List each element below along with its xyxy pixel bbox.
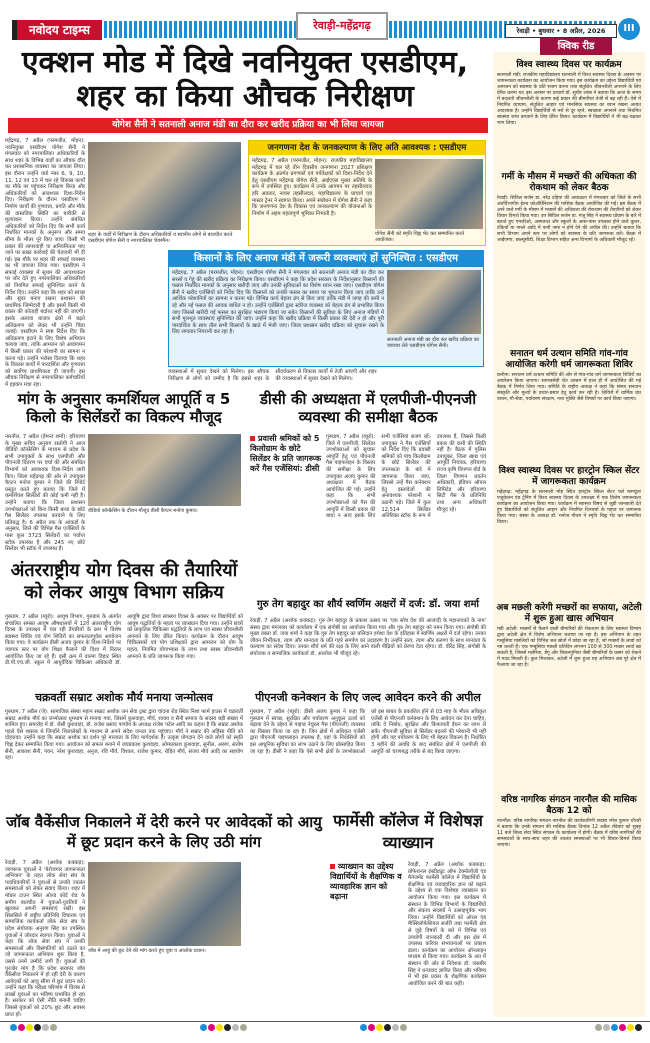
- mandi-article: [168, 250, 484, 367]
- jobs-photo: [88, 862, 241, 946]
- ashoka-body: गुरुग्राम, 7 अप्रैल (जे): सामाजिक संस्था महान सम्राट अशोक जन सेवा ट्रस्ट द्वारा चांदना रोड स्थित निशा फार्म हाउस में चक्रवर्ती सम्राट अशोक मौर्य का जन्मोत्सव धूमधाम से मनाया गया, जिसमें कुशवाहा, मौर्य, शाक्य व सैनी समाज के सदस्य बड़ी संख्या में शामिल हुए। समारोह में डॉ. जेसी कुशवाहा, डॉ. राजेश प्रसाद पाण्डेय के अध्यक्ष राजेश पटेल आदि का कहना है कि सम्राट अशोक पहले ऐसे शासक थे जिन्होंने शिलालेखों के माध्यम से अपने संदेश जनता तक पहुंचाए। मौर्य ने सम्राट की अहिंसा नीति को दोहराया। उन्होंने कहा कि सम्राट अशोक का दर्शन पूरे मानवता के लिए मार्गदर्शक है। उत्कृष्ट योगदान देने वाले लोगों को स्मृति चिह्न देकर सम्मानित किया गया। आयोजन को सफल बनाने में जयप्रकाश कुशवाहा, ओमप्रकाश कुशवाहा, सुनील, अरुण, संतोष सैनी, आकाश सैनी, पवन, नरेश कुशवाहा, अनुज, रवि मौर्य, विशाल, राजेश कुमार, रोहित मौर्य, संजय मौर्य आदि का सहयोग रहा।: [5, 709, 243, 762]
- png-headline: पीएनजी कनेक्शन के लिए जल्द आवेदन करने की अपील: [255, 691, 481, 704]
- mandi-photo-caption: सतनाली अनाज मंडी का दौरा कर खरीद प्रक्रिया का जायजा लेते एसडीएम योगेश सैनी।: [387, 337, 479, 349]
- census-article: [248, 140, 486, 246]
- census-photo: [375, 159, 483, 229]
- jobs-body: रेवाड़ी, 7 अप्रैल (अशोक कक्कड़): जागरूक युवाओं ने 'बेरोजगार जागरूकता अभियान' के तहत लोक सेवा संघ के पदाधिकारियों ने युवाओं से उनकी ज्वलंत समस्याओं को लेकर संवाद किया। शहर में मॉडल टाउन स्थित ओल्ड कोर्ट रोड के समीप बातचीत में युवाओं-युवतियों ने खुलकर अपनी समस्याएं रखीं। इस सिलसिले में राष्ट्रीय प्रतिनिधि विचारक एवं सामाजिक कार्यकर्ता लोक सेवा संघ के प्रदेश संयोजक अनुराग सिंह का उपस्थित युवाओं ने जोरदार स्वागत किया। युवाओं ने कहा कि लोक सेवा संघ ने उनकी समस्याओं और विसंगतियों को उठाने का जो जागरूकता अभियान शुरू किया है, उससे उनमें उम्मीदें जगी हैं। युवाओं की पुरजोर मांग है कि प्रदेश सरकार जॉब वैकेंसीज निकालने में हो रही देरी के कारण आवेदकों को आयु सीमा में छूट प्रदान करे। उन्होंने कहा कि परीक्षा परिणाम में विलंब से लाखों युवाओं का भविष्य प्रभावित हो रहा है। सरकार को ऐसी नीति बनानी चाहिए जिससे युवाओं को 20% छूट और अवसर प्राप्त हों।: [5, 860, 85, 1018]
- quick-read-body: रेवाड़ी: सिविल सर्जन डा. नरेंद्र दहिया की अध्यक्षता में मंगलवार को जिले के सभी अंतर्विभागीय हेल्थ कोऑर्डिनेशन की मासिक बैठक आयोजित की गई। इस बैठक में आने वाले गर्मी के मौसम में मच्छरों की अधिकता की रोकथाम की तैयारियों को लेकर विचार विमर्श किया गया। उप सिविल सर्जन डा. मंजू सिंह ने स्वास्थ्य प्रोग्राम के बारे में बताते हुए एनजीओ, अस्पताल और स्कूलों के आस-पास उपलब्ध होने वाले कूलर, टंकियों या गमले आदि में पानी जमा न होने देने की अपील की। उन्होंने बताया कि सभी विभाग अपने स्तर पर लोगों को स्वास्थ्य के प्रति जागरूक करें। बैठक में आईएमए, डब्ल्यूसीडी, शिक्षा विभाग सहित अन्य विभागों के अधिकारी मौजूद रहे।: [497, 196, 641, 243]
- masthead-logo: नवोदय टाइम्स: [12, 20, 102, 40]
- guru-body: रेवाड़ी, 7 अप्रैल (अशोक कक्कड़): गुरु तेग बहादुर के प्रकाश उत्सव पर 'एक सोच देश की आजादी के महानायकों के नाम' संस्था द्वारा मंगलवार को कार्यालय में एक संगोष्ठी का आयोजन किया गया और गुरु तेग बहादुर को नमन किया गया। संगोष्ठी की मुख्य वक्ता डॉ. जया शर्मा ने कहा कि गुरु तेग बहादुर का बलिदान हमेशा देश के इतिहास में स्वर्णिम अक्षरों में दर्ज रहेगा। उनका जीवन निर्भीकता, त्याग और मानवता के प्रति गहरे समर्पण का उदाहरण है। उन्होंने सत्य, त्याग और करुणा के साथ मानवता के कल्याण का संदेश दिया। उनका शौर्य धर्म की रक्षा के लिए आने वाली पीढ़ियों को प्रेरणा देता रहेगा। डॉ. वीरेंद्र सिंह, संगोष्ठी के संयोजक व सामाजिक कार्यकर्ता डॉ. आलोक भी मौजूद रहे।: [250, 618, 486, 657]
- quick-read-body: कनीना: सनातन धर्म उत्थान समिति की ओर से गांव-गांव धर्म जागरूकता शिविरों का आयोजन किया जाएगा। समाजसेवी चेत आश्रम में हाल ही में आयोजित की गई बैठक में निर्णय लिया गया। समिति के राष्ट्रीय अध्यक्ष ने कहा कि संस्था सनातन संस्कृति और मूल्यों के प्रचार-प्रसार हेतु कार्य कर रही है। शिविरों में धार्मिक ग्रंथ वाचन, गौ-सेवा, पर्यावरण संरक्षण, नशा मुक्ति जैसे विषयों पर कार्य किया जाएगा।: [497, 373, 641, 402]
- color-registration-marks: [360, 1024, 407, 1031]
- page-number: III: [618, 18, 640, 40]
- color-registration-marks: [10, 1024, 57, 1031]
- census-headline: जनगणना देश के जनकल्याण के लिए अति आवश्यक : एसडीएम: [249, 141, 485, 155]
- lead-photo: [88, 142, 241, 230]
- dc-review-headline: डीसी की अध्यक्षता में एलपीजी-पीएनजी व्यवस्था की समीक्षा बैठक: [259, 390, 477, 426]
- lead-body: महेंद्रगढ़, 7 अप्रैल (परमजीत, मोहन): नवनियुक्त एसडीएम योगेश सैनी ने मंगलवार को नगरपालिका अधिकारियों के साथ शहर के विभिन्न वार्डों का औचक दौरा कर प्रशासनिक व्यवस्था का जायजा लिया। इस दौरान उन्होंने वार्ड नंबर 6, 9, 10, 11, 12 एवं 13 में चल रहे विकास कार्यों का मौके पर पहुंचकर निरीक्षण किया और अधिकारियों को आवश्यक दिशा-निर्देश दिए। निरीक्षण के दौरान एसडीएम ने निर्माण कार्यों की गुणवत्ता, प्रगति और मौके की वास्तविक स्थिति का बारीकी से मूल्यांकन किया। उन्होंने संबंधित अधिकारियों को निर्देश दिए कि सभी कार्य निर्धारित मानकों के अनुरूप और समय सीमा के भीतर पूरे किए जाएं। किसी भी प्रकार की लापरवाही या अनियमितता पाए जाने पर सख्त कार्रवाई की चेतावनी भी दी गई। इस मौके पर शहर की सफाई व्यवस्था का भी जायजा लिया गया। एसडीएम ने सफाई व्यवस्था में सुधार की आवश्यकता पर जोर देते हुए नगरपालिका अधिकारियों को नियमित सफाई सुनिश्चित करने के निर्देश दिए। उन्होंने कहा कि शहर को स्वच्छ और सुंदर बनाए रखना प्रशासन की प्राथमिक जिम्मेदारी है और इसमें किसी भी प्रकार की कोताही बर्दाश्त नहीं की जाएगी। इसके अलावा बाजार क्षेत्रों में बढ़ते अतिक्रमण को लेकर भी उन्होंने चिंता जताई। एसडीएम ने स्पष्ट निर्देश दिए कि अतिक्रमण हटाने के लिए विशेष अभियान चलाया जाए, ताकि आमजन को आवागमन में किसी प्रकार की परेशानी का सामना न करना पड़े। उन्होंने भरोसा दिलाया कि शहर के विकास कार्यों में पारदर्शिता और गुणवत्ता को सर्वोच्च प्राथमिकता दी जाएगी। इस औचक निरीक्षण से नगरपालिका कर्मचारियों में हड़कंप मचा रहा।: [5, 138, 85, 388]
- dc-review-bullet: प्रवासी श्रमिकों को 5 किलोग्राम के छोटे सिलेंडर के प्रति जागरूक करें गैस एजेंसियां: डीसी: [250, 434, 322, 473]
- ashoka-headline: चक्रवर्ती सम्राट अशोक मौर्य मनाया जन्मोत्सव: [35, 691, 213, 704]
- quick-read-headline: विश्व स्वास्थ्य दिवस पर हारट्रोन स्किल सेंटर में जागरूकता कार्यक्रम: [498, 466, 640, 487]
- lead-subhead: योगेश सैनी ने सतनाली अनाज मंडी का दौरा कर खरीद प्रक्रिया का भी लिया जायजा: [8, 118, 488, 133]
- cylinder-body: नारनौल, 7 अप्रैल (हेमन्त शर्मा): हरियाणा के मुख्य सचिव अनुराग रस्तोगी ने आज वीडियो कॉन्फ्रेंसिंग के माध्यम से प्रदेश के सभी उपायुक्तों के साथ एलपीजी और पीएनजी वितरण पर चर्चा की और संबंधित विभागों को आवश्यक दिशा-निर्देश जारी किए। जिला महेंद्रगढ़ की ओर से उपायुक्त कैप्टन मनोज कुमार ने जिले की रिपोर्ट प्रस्तुत करते हुए बताया कि जिले में कमर्शियल सिलेंडरों की कोई कमी नहीं है। उन्होंने बताया कि जिला प्रशासन उपभोक्ताओं को बिना किसी बाधा के छोटे गैस सिलेंडर उपलब्ध करवाने के लिए प्रतिबद्ध है। 6 अप्रैल तक के आंकड़ों के अनुसार, जिले की विभिन्न गैस एजेंसियों के पास कुल 3723 सिलेंडरों का पर्याप्त स्टॉक उपलब्ध है और 245 नए छोटे सिलेंडर भी स्टॉक में उपलब्ध हैं।: [5, 434, 85, 553]
- mandi-headline: किसानों के लिए अनाज मंडी में जरूरी व्यवस्थाएं हों सुनिश्चित : एसडीएम: [169, 251, 483, 267]
- jobs-headline: जॉब वैकेंसीज निकालने में देरी करने पर आवेदकों को आयु में छूट प्रदान करने के लिए उठी मांग: [6, 813, 322, 851]
- quick-read-headline: गर्मी के मौसम में मच्छरों की अधिकता की रोकथाम को लेकर बैठक: [501, 172, 637, 193]
- pharmacy-headline: फार्मेसी कॉलेज में विशेषज्ञ व्याख्यान: [333, 811, 483, 852]
- quick-read-headline: अब मछली करेगी मच्छरों का सफाया, अटेली में शुरू हुआ खास अभियान: [496, 603, 642, 624]
- quick-read-headline: वरिष्ठ नागरिक संगठन नारनौल की मासिक बैठक 12 को: [501, 795, 637, 816]
- quick-read-body: सतनाली मंडी: राजकीय महाविद्यालय सतनाली में विश्व स्वास्थ्य दिवस के अवसर पर जागरूकता कार्यक्रम का आयोजन किया गया। इस कार्यक्रम का उद्देश्य विद्यार्थियों एवं आमजन को स्वास्थ्य के प्रति सजग करना तथा संतुलित जीवनशैली अपनाने के लिए प्रेरित करना था। इस अवसर पर प्राचार्य डॉ. सुधीर लांबा ने बताया कि आज के समय में बदलती जीवनशैली के कारण कई प्रकार की बीमारियां तेजी से बढ़ रही हैं। ऐसे में नियमित व्यायाम, संतुलित आहार एवं मानसिक स्वास्थ्य का ध्यान रखना अत्यंत आवश्यक है। उन्होंने विद्यार्थियों से नशे से दूर रहने, स्वच्छता अपनाने तथा नियमित स्वास्थ्य जांच करवाने के लिए प्रेरित किया। कार्यक्रम में विद्यार्थियों ने भी बढ़-चढ़कर भाग लिया।: [497, 73, 641, 126]
- quick-read-body: मंडी अटेली: मच्छरों से फैलने वाली बीमारियों की रोकथाम के लिए स्वास्थ्य विभाग द्वारा अटेली क्षेत्र में विशेष अभियान चलाया जा रहा है। इस अभियान के तहत गम्बूसिया मछलियों को विभिन्न जल स्रोतों में छोड़ा जा रहा है, जो मच्छरों के लार्वा को नष्ट करती हैं। एक गम्बूसिया मछली प्रतिदिन लगभग 100 से 300 मच्छर लार्वा खा सकती है, जिससे मलेरिया, डेंगू और चिकनगुनिया जैसी बीमारियों के प्रसार को रोकने में मदद मिलती है। कुल मिलाकर, अटेली में शुरू हुआ यह अभियान अब पूरे क्षेत्र में फैलाया जा रहा है।: [497, 627, 641, 668]
- guru-headline: गुरु तेग बहादुर का शौर्य स्वर्णिम अक्षरों में दर्ज: डॉ. जया शर्मा: [256, 599, 480, 610]
- color-registration-marks: [200, 1024, 247, 1031]
- cylinder-photo-caption: वीडियो कॉन्फ्रेंसिंग के दौरान मौजूद डीसी कैप्टन मनोज कुमार।: [88, 508, 198, 514]
- mandi-tail: व्यवस्थाओं में सुधार देखने को मिलेगा। इस औचक निरीक्षण से लोगों को उम्मीद है कि इससे शहर के सौंदर्यकरण से विकास कार्यों में तेजी आएगी और शहर की व्यवस्थाओं में सुधार देखने को मिलेगा।: [168, 369, 377, 382]
- quick-read-body: नारनौल: वरिष्ठ नागरिक संगठन नारनौल की कार्यकारिणी सदस्य रमेश कुमार चौधरी ने बताया कि उनके संगठन की मासिक बैठक दिनांक 12 अप्रैल रविवार को सुबह 11 बजे जिला सेवा स्थित संगठन के कार्यालय में होगी। बैठक में वरिष्ठ नागरिकों की समस्याओं के साथ-साथ शहर की ज्वलंत समस्याओं पर भी विचार-विमर्श किया जाएगा।: [497, 819, 641, 848]
- lead-headline: एक्शन मोड में दिखे नवनियुक्त एसडीएम, शहर का किया औचक निरीक्षण: [21, 45, 469, 114]
- mandi-body: महेंद्रगढ़, 7 अप्रैल (परमजीत, मोहन): एसडीएम योगेश सैनी ने मंगलवार को सतनाली अनाज मंडी का दौरा कर सरसों व गेहूं की खरीद प्रक्रिया का निरीक्षण किया। एसडीएम ने कहा कि प्रदेश सरकार के निर्देशानुसार किसानों की फसल निर्धारित मानकों के अनुसार खरीदी जाए और उनकी सुविधाओं का विशेष ध्यान रखा जाए। एसडीएम योगेश सैनी ने खरीद एजेंसियों को निर्देश दिए कि किसानों को उनकी फसल का समय पर भुगतान किया जाए ताकि उन्हें आर्थिक परेशानियों का सामना न करना पड़े। विभिन्न कार्य बेहतर ढंग से किए जाएं ताकि मंडी में जगह की कमी न रहे और नई फसल की आवक बाधित न हो। उन्होंने एजेंसियों द्वारा स्टोरेज व्यवस्था को बेहतर ढंग से प्रभावित किया जाए जिससे खरीदी गई फसल का सुरक्षित भंडारण किया जा सके। किसानों की सुविधा के लिए अनाज मंडियों में सभी मूलभूत व्यवस्थाएं सुनिश्चित की जाएं। उन्होंने कहा कि खरीद प्रक्रिया में किसी प्रकार की देरी न हो और पूरी पारदर्शिता के साथ तौल सभी किसानों के खाते में भेजी जाए। जिला प्रशासन खरीद प्रक्रिया को सुचारू रखने के लिए लगातार निगरानी कर रहा है।: [172, 270, 384, 336]
- yoga-body: गुरुग्राम, 7 अप्रैल (ब्यूरो): आयुष विभाग, गुरुग्राम के अंतर्गत संचालित समस्त आयुष औषधालयों में 12वें अंतरराष्ट्रीय योग दिवस के उपलक्ष्य में चल रही तैयारियों के क्रम में विशेष स्वास्थ्य शिविर एवं योग शिविरों का सफलतापूर्वक आयोजन किया गया। ये कार्यक्रम डीसी अजय कुमार के दिशा-निर्देशों पर व्यापक स्तर पर योग शिक्षा फैलाने की दिशा में निरंतर आयोजित किए जा रहे हैं। इसी क्रम में वाल्मा विहार स्थित डी.पी.एच.जी. स्कूल में आयुर्वेदिक चिकित्सा अधिकारी डॉ. आयुषि द्वारा विश्व स्वास्थ्य दिवस के अवसर पर विद्यार्थियों को आयुष पद्धतियों के महत्व पर व्याख्यान दिया गया। उन्होंने छात्रों को प्राकृतिक चिकित्सा पद्धतियों के लाभ एवं स्वस्थ जीवनशैली अपनाने के लिए प्रेरित किया। कार्यक्रम के दौरान आयुष चिकित्सकों एवं योग प्रशिक्षकों द्वारा आमजन को योग के महत्व, नियमित योगाभ्यास के लाभ तथा स्वस्थ जीवनशैली अपनाने के प्रति जागरूक किया गया।: [5, 614, 243, 667]
- census-body: महेंद्रगढ़, 7 अप्रैल (परमजीत, मोहन): राजकीय महाविद्यालय महेंद्रगढ़ में चल रहे तीन दिवसीय जनगणना 2027 प्रशिक्षण कार्यक्रम के अंतर्गत प्रगणकों एवं पर्यवेक्षकों को दिशा-निर्देश देने हेतु एसडीएम महेंद्रगढ़ योगेश सैनी, आईएएस मुख्य अतिथि के रूप में उपस्थित हुए। कार्यक्रम में उनके आगमन पर तहसीलदार हरि अवतार, नायब तहसीलदार, महाविद्यालय के प्राचार्य एवं मास्टर ट्रेनर ने स्वागत किया। अपने संबोधन में योगेश सैनी ने कहा कि जनगणना देश के विकास एवं जनकल्याण की योजनाओं के निर्माण में अहम महत्वपूर्ण भूमिका निभाती है।: [252, 158, 372, 217]
- color-registration-marks: [595, 1024, 642, 1031]
- quick-read-headline: विश्व स्वास्थ्य दिवस पर कार्यक्रम: [516, 60, 622, 70]
- lead-photo-caption: शहर के वार्डों में निरीक्षण के दौरान अधिकारियों व स्थानीय लोगों से बातचीत करते एसडीएम योगेश सैनी व नगरपालिका चेयरमैन।: [88, 232, 233, 244]
- yoga-headline: अंतरराष्ट्रीय योग दिवस की तैयारियों को लेकर आयुष विभाग सक्रिय: [10, 560, 238, 603]
- dc-review-body: गुरुग्राम, 7 अप्रैल (ब्यूरो): जिले में एलपीजी, सिलेंडर उपभोक्ताओं को सुचारू आपूर्ति हेतु एवं पीएनजी गैस पाइपलाइन के विस्तार की समीक्षा के लिए उपायुक्त अजय कुमार की अध्यक्षता में बैठक आयोजित की गई। उन्होंने कहा कि सभी उपभोक्ताओं को गैस की आपूर्ति में किसी प्रकार की बाधा न आए इसके लिए सभी एजेंसियां सजग रहें। उपायुक्त ने गैस एजेंसियों को निर्देश दिए कि प्रवासी श्रमिकों को पांच किलोग्राम के छोटे सिलेंडर की उपलब्धता के बारे में जागरूक किया जाए, जिससे उन्हें गैस कनेक्शन हेतु दस्तावेजों की अनावश्यक परेशानी न उठानी पड़े। जिले में कुल 12,514 सिलेंडर अतिरिक्त स्टॉक के रूप में उपलब्ध हैं, जिससे किसी प्रकार की कमी की स्थिति नहीं है। बैठक में पुलिस उपायुक्त, जिला खाद्य एवं आपूर्ति नियंत्रक, हरियाणा राज्य कृषि विपणन बोर्ड के जिला विपणन प्रवर्तन अधिकारी, इंडियन ऑयल लिमिटेड और हरियाणा सिटी गैस के प्रतिनिधि तथा अन्य अधिकारी मौजूद रहे।: [326, 434, 486, 520]
- quick-read-title: क्विक रीड: [540, 38, 612, 55]
- pharmacy-bullet: व्याख्यान का उद्देश्य विद्यार्थियों के शैक्षणिक व व्यावहारिक ज्ञान को बढ़ाना: [330, 862, 404, 902]
- quick-read-body: महेंद्रगढ़: महेंद्रगढ़ के सतनाली मोड़ स्थित हारट्रोन स्किल सेंटर पर्ल कम्प्यूटर एजुकेशन एंड ट्रेनिंग में विश्व स्वास्थ्य दिवस के उपलक्ष्य में एक विशेष जागरूकता कार्यक्रम का आयोजन किया गया। कार्यक्रम में स्वास्थ्य विषय से जुड़ी जानकारी देते हुए विद्यार्थियों को संतुलित आहार और नियमित दिनचर्या के महत्व पर जागरूक किया गया। संस्था के अध्यक्ष डॉ. मनोज गौतम ने स्मृति चिह्न भेंट कर सम्मानित किया।: [497, 490, 641, 525]
- census-photo-caption: योगेश सैनी को स्मृति चिह्न भेंट कर सम्मानित करते आयोजक।: [375, 231, 465, 243]
- date-line: रेवाड़ी • बुधवार • 8 अप्रैल, 2026: [505, 24, 617, 38]
- cylinder-headline: मांग के अनुसार कमर्शियल आपूर्ति व 5 किलो के सिलेंडरों का विकल्प मौजूद: [17, 390, 231, 426]
- mandi-photo: [387, 270, 481, 334]
- jobs-photo-caption: जॉब में आयु की छूट देने की मांग करते हुए युवा व आलोक प्रधान।: [88, 948, 206, 954]
- edition-tag: रेवाड़ी-महेंद्रगढ़: [296, 12, 388, 40]
- png-body: गुरुग्राम, 7 अप्रैल (ब्यूरो): डीसी अजय कुमार ने कहा कि गुरुग्राम में स्वच्छ, सुरक्षित और पर्यावरण अनुकूल ऊर्जा को बढ़ावा देने के उद्देश्य से पाइप्ड नेचुरल गैस (पीएनजी) व्यवस्था का विस्तार किया जा रहा है। जिन क्षेत्रों में अधिकृत एजेंसी द्वारा पीएनजी पाइपलाइन उपलब्ध है, वहां के निवासियों को इस आधुनिक सुविधा का लाभ उठाने के लिए प्रोत्साहित किया जा रहा है। डीसी ने कहा कि ऐसे सभी क्षेत्रों के उपभोक्ताओं को इस बाबत के प्रकाशित होने से 03 माह के भीतर अधिकृत एजेंसी से पीएनजी कनेक्शन के लिए आवेदन कर देना चाहिए, ताकि वे निर्बाध, सुरक्षित और किफायती ईंधन का लाभ ले सकें। पीएनजी सुविधा से सिलेंडर बदलने की परेशानी भी नहीं होगी और यह पर्यावरण के लिए भी बेहतर विकल्प है। निर्धारित 3 महीने की अवधि के बाद संबंधित क्षेत्रों में एलपीजी की आपूर्ति को चरणबद्ध तरीके से बंद किया जाएगा।: [250, 709, 486, 755]
- quick-read-headline: सनातन धर्म उत्थान समिति गांव-गांव आयोजित करेगी धर्म जागरूकता शिविर: [505, 349, 633, 370]
- quick-read-sidebar: [493, 52, 645, 1017]
- pharmacy-body: रेवाड़ी, 7 अप्रैल (अशोक कक्कड़): प्रोफेशनल इंस्टीट्यूट ऑफ टेक्नोलॉजी एंड मैनेजमेंट फार्मेसी कॉलेज में विद्यार्थियों के शैक्षणिक एवं व्यावहारिक ज्ञान को बढ़ाने के उद्देश्य से एक विशेषज्ञ व्याख्यान का आयोजन किया गया। इस कार्यक्रम में संस्थान के विभिन्न विभागों के विद्यार्थियों और संकाय सदस्यों ने उत्साहपूर्वक भाग लिया। उन्होंने विद्यार्थियों को ओरल एंड मैक्सिलोफेशियल सर्जरी तथा फार्मेसी क्षेत्र से जुड़े विषयों के बारे में विभिन्न एवं उपयोगी जानकारी दी और इस क्षेत्र में उपलब्ध करियर संभावनाओं पर प्रकाश डाला। कार्यक्रम का आयोजन ऑनलाइन माध्यम से किया गया। कार्यक्रम के अंत में संस्थान की ओर से निदेशक डॉ. जसबीर सिंह ने धन्यवाद ज्ञापित किया और भविष्य में भी इस प्रकार के शैक्षणिक कार्यक्रम आयोजित करने की बात कही।: [408, 862, 486, 987]
- footer-rule: [0, 1021, 650, 1022]
- cylinder-photo: [88, 434, 241, 506]
